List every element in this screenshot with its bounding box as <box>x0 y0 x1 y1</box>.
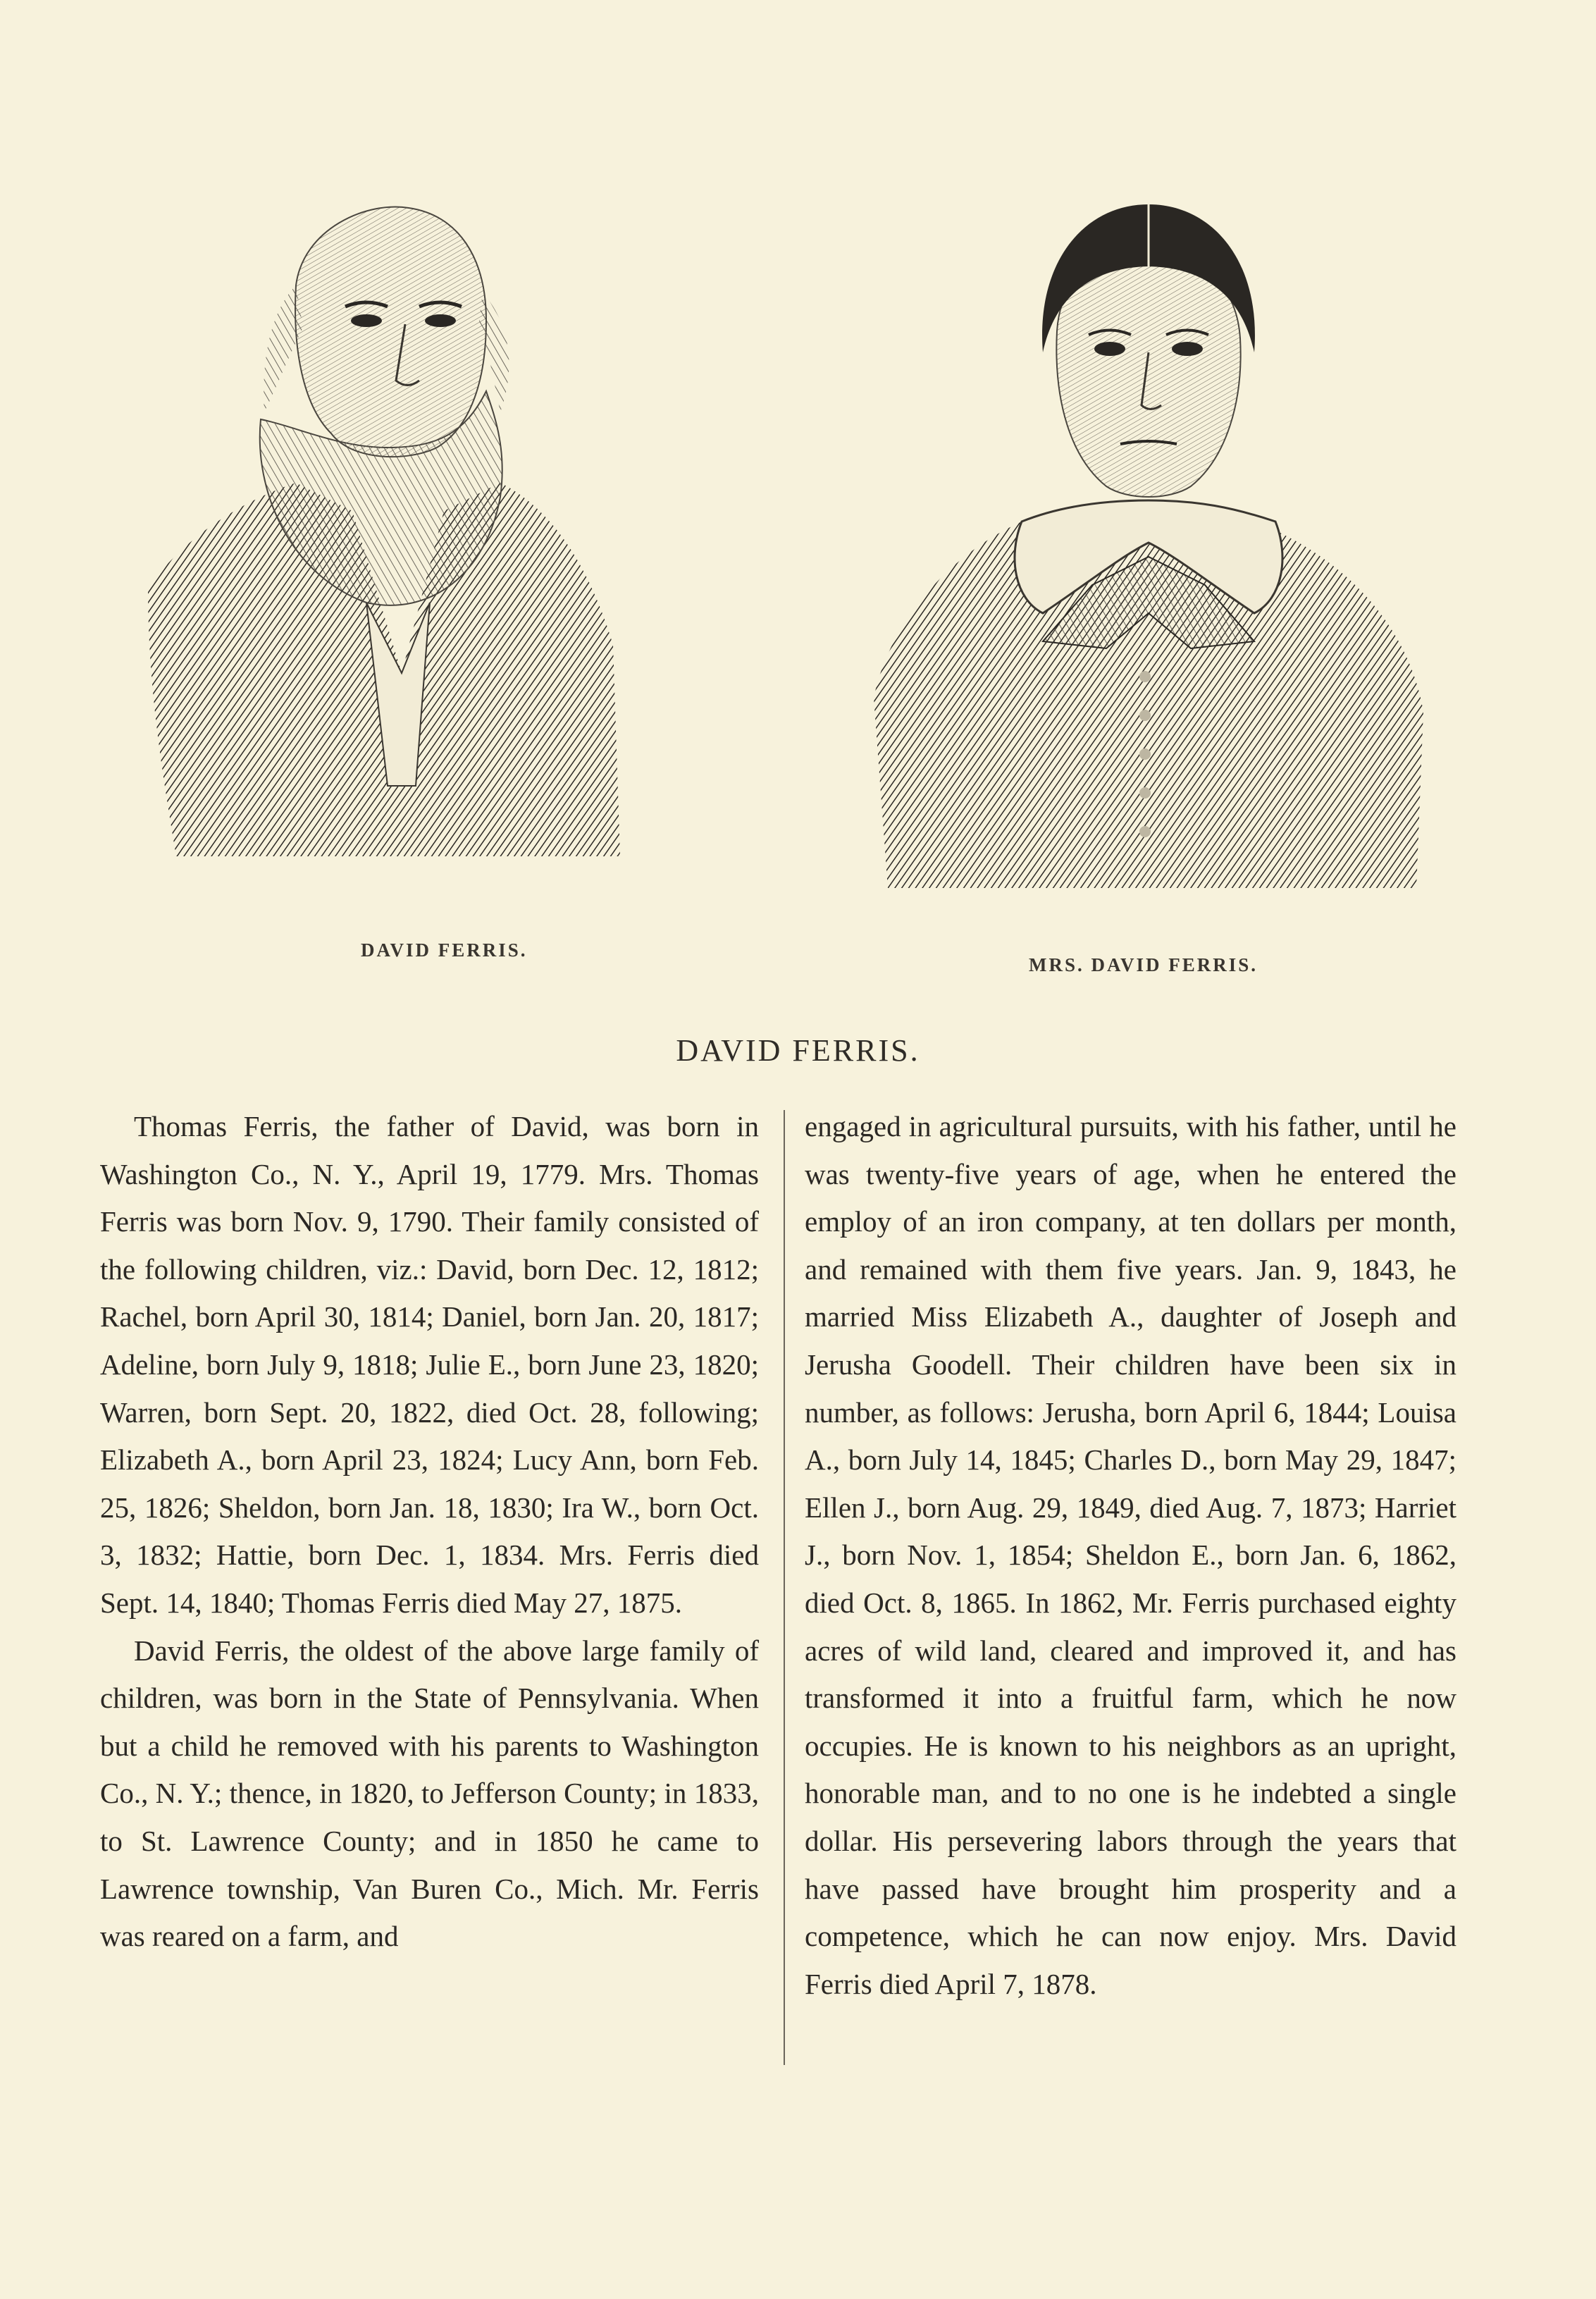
article-title: DAVID FERRIS. <box>676 1033 920 1068</box>
portrait-caption-right: MRS. DAVID FERRIS. <box>1029 954 1258 975</box>
portrait-david-ferris <box>134 180 676 877</box>
column-divider <box>784 1110 785 2065</box>
portrait-caption-left: DAVID FERRIS. <box>361 939 528 961</box>
portrait-mrs-david-ferris <box>860 190 1437 909</box>
paragraph-continuation: engaged in agricultural pursuits, with his father, until he was twenty-five years of age, when he entered the employ of an iron company, at ten dollars per month, and remained with them five years. Jan. 9, 1843, he married Miss Elizabeth A., daughter of Joseph and Jerusha Goodell. Their children have been six in number, as follows: Jerusha, born April 6, 1844; Louisa A., born July 14, 1845; Charles D., born May 29, 1847; Ellen J., born Aug. 29, 1849, died Aug. 7, 1873; Harriet J., born Nov. 1, 1854; Sheldon E., born Jan. 6, 1862, died Oct. 8, 1865. In 1862, Mr. Ferris purchased eighty acres of wild land, cleared and improved it, and has transformed it into a fruitful farm, which he now occupies. He is known to his neighbors as an upright, honorable man, and to no one is he indebted a single dollar. His persevering labors through the years that have passed have brought him prosperity and a competence, which he can now enjoy. Mrs. David Ferris died April 7, 1878. <box>805 1110 1456 2000</box>
article-right-column <box>805 1103 1456 2008</box>
paragraph-children-list: Thomas Ferris, the father of David, was born in Washington Co., N. Y., April 19, 1779. Mrs. Thomas Ferris was born Nov. 9, 1790. Their family consisted of the following children, viz.: David, born Dec. 12, 1812; Rachel, born April 30, 1814; Daniel, born Jan. 20, 1817; Adeline, born July 9, 1818; Julie E., born June 23, 1820; Warren, born Sept. 20, 1822, died Oct. 28, following; Elizabeth A., born April 23, 1824; Lucy Ann, born Feb. 25, 1826; Sheldon, born Jan. 18, 1830; Ira W., born Oct. 3, 1832; Hattie, born Dec. 1, 1834. Mrs. Ferris died Sept. 14, 1840; Thomas Ferris died May 27, 1875. <box>100 1110 759 1619</box>
paragraph-david-biography: David Ferris, the oldest of the above large family of children, was born in the State of Pennsylvania. When but a child he removed with his parents to Washington Co., N. Y.; thence, in 1820, to Jefferson County; in 1833, to St. Lawrence County; and in 1850 he came to Lawrence township, Van Buren Co., Mich. Mr. Ferris was reared on a farm, and <box>100 1634 759 1953</box>
article-left-column <box>100 1103 759 1961</box>
